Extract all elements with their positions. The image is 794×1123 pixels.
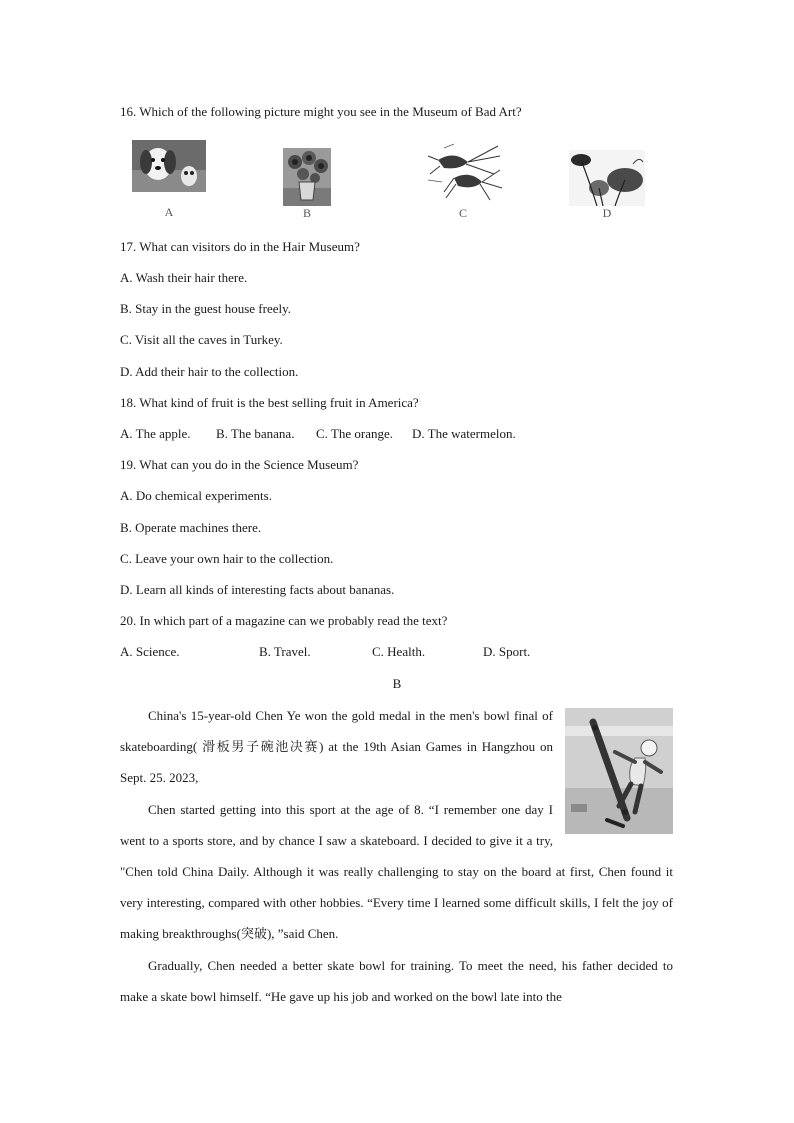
q18-stem: 18. What kind of fruit is the best selling fruit in America? [120, 395, 419, 410]
q18-option-d[interactable]: D. The watermelon. [412, 426, 516, 441]
q20-option-d[interactable]: D. Sport. [483, 644, 531, 659]
skateboarder-photo [565, 708, 673, 834]
q20-options [120, 644, 680, 660]
skateboarder-photo-icon [565, 708, 673, 834]
q18-option-a[interactable]: A. The apple. [120, 426, 191, 441]
q20-stem: 20. In which part of a magazine can we probably read the text? [120, 613, 448, 628]
picture-c-label: C [458, 206, 467, 220]
picture-d [569, 150, 645, 206]
picture-a-label: A [164, 205, 174, 219]
passage-paragraph-1: China's 15-year-old Chen Ye won the gold medal in the men's bowl final of skateboarding( 滑板男子碗池决赛) at the 19th Asian Games in Hangzhou on Sept. 25. 2023, [120, 708, 553, 786]
q17-option-b[interactable]: B. Stay in the guest house freely. [120, 301, 292, 316]
q19-option-b[interactable]: B. Operate machines there. [120, 520, 262, 535]
q19-stem: 19. What can you do in the Science Museum? [120, 457, 359, 472]
q17-option-d[interactable]: D. Add their hair to the collection. [120, 364, 299, 379]
reading-passage [120, 700, 673, 1012]
shrimp-ink-painting-icon [424, 140, 502, 202]
q19-option-a[interactable]: A. Do chemical experiments. [120, 488, 272, 503]
section-b-title: B [392, 676, 402, 691]
passage-paragraph-3: Gradually, Chen needed a better skate bowl for training. To meet the need, his father decided to make a skate bowl himself. “He gave up his job and worked on the bowl late into the [120, 957, 673, 1004]
q17-option-a[interactable]: A. Wash their hair there. [120, 270, 248, 285]
q17-stem: 17. What can visitors do in the Hair Museum? [120, 239, 360, 254]
q16-pictures [0, 140, 794, 230]
q20-option-b[interactable]: B. Travel. [259, 644, 311, 659]
passage-paragraph-2: Chen started getting into this sport at the age of 8. “I remember one day I went to a sports store, and by chance I saw a skateboard. I decided to give it a try, "Chen told China Daily. Although it was really challenging to stay on the board at first, Chen found it very interesting, compared with other hobbies. “Every time I learned some difficult skills, I felt the joy of making breakthroughs(突破), ”said Chen. [120, 801, 673, 942]
sunflowers-vase-painting-icon [283, 148, 331, 206]
q19-option-c[interactable]: C. Leave your own hair to the collection. [120, 551, 334, 566]
q16-stem: 16. Which of the following picture might you see in the Museum of Bad Art? [120, 104, 522, 119]
picture-c [424, 140, 502, 202]
picture-b-label: B [302, 206, 311, 220]
picture-b [283, 148, 331, 206]
q18-option-c[interactable]: C. The orange. [316, 426, 394, 441]
q20-option-c[interactable]: C. Health. [372, 644, 426, 659]
q19-option-d[interactable]: D. Learn all kinds of interesting facts about bananas. [120, 582, 395, 597]
q17-option-c[interactable]: C. Visit all the caves in Turkey. [120, 332, 283, 347]
q20-option-a[interactable]: A. Science. [120, 644, 180, 659]
q18-option-b[interactable]: B. The banana. [216, 426, 295, 441]
picture-d-label: D [602, 206, 612, 220]
q18-options [120, 426, 680, 442]
dog-and-owl-painting-icon [132, 140, 206, 192]
lotus-ink-painting-icon [569, 150, 645, 206]
picture-a [132, 140, 206, 192]
